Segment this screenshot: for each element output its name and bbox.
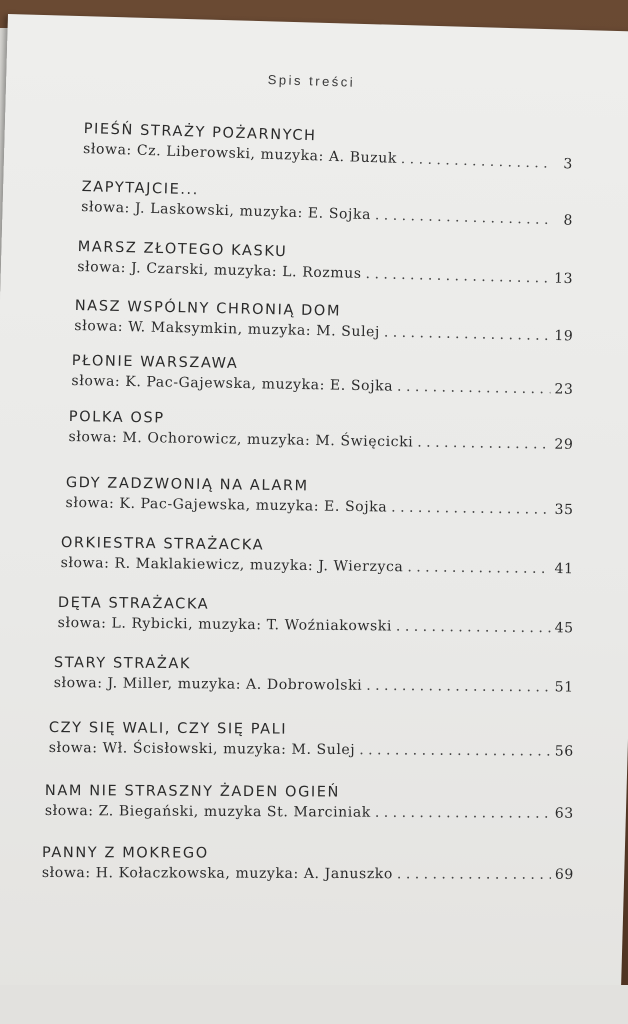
song-credits: słowa: Z. Biegański, muzyka St. Marciniak — [44, 802, 371, 821]
song-credits: słowa: W. Maksymkin, muzyka: M. Sulej — [74, 317, 381, 341]
song-credits: słowa: Wł. Ścisłowski, muzyka: M. Sulej — [48, 739, 356, 759]
dot-leader — [396, 617, 551, 639]
toc-entry — [77, 238, 574, 289]
song-credits: słowa: Cz. Liberowski, muzyka: A. Buzuk — [82, 140, 398, 167]
toc-entry — [65, 474, 573, 520]
song-credits: słowa: J. Czarski, muzyka: L. Rozmus — [77, 258, 362, 282]
song-credits-line — [54, 673, 574, 698]
dot-leader — [375, 803, 551, 824]
page-number: 13 — [553, 270, 574, 288]
dot-leader — [397, 377, 551, 400]
dot-leader — [401, 149, 554, 174]
dot-leader — [375, 205, 554, 230]
page-number: 69 — [554, 866, 574, 883]
page-number: 63 — [554, 805, 574, 822]
page-number: 29 — [554, 436, 574, 453]
dot-leader — [407, 557, 550, 579]
toc-entry — [83, 120, 574, 174]
song-credits: słowa: R. Maklakiewicz, muzyka: J. Wierzyca — [60, 554, 404, 576]
song-credits-line — [45, 801, 574, 824]
toc-entry — [71, 352, 574, 400]
page-number: 3 — [563, 156, 574, 173]
page-number: 23 — [554, 381, 574, 398]
dot-leader — [384, 322, 551, 345]
dot-leader — [366, 676, 551, 698]
song-credits: słowa: M. Ochorowicz, muzyka: M. Święcicki — [68, 428, 414, 451]
toc-entry — [45, 782, 574, 824]
toc-entry — [74, 297, 574, 346]
page-number: 56 — [554, 743, 574, 760]
page-number: 35 — [554, 501, 574, 519]
toc-entry — [54, 654, 574, 698]
song-credits: słowa: K. Pac-Gajewska, muzyka: E. Sojka — [65, 494, 388, 516]
toc-entry — [42, 844, 574, 885]
song-title: GDY ZADZWONIĄ NA ALARM — [65, 474, 309, 495]
song-title: DĘTA STRAŻACKA — [57, 594, 210, 613]
page-number: 45 — [554, 620, 574, 637]
song-title: PANNY Z MOKREGO — [41, 845, 209, 862]
song-title: NASZ WSPÓLNY CHRONIĄ DOM — [74, 297, 342, 320]
song-credits: słowa: K. Pac-Gajewska, muzyka: E. Sojka — [71, 372, 394, 395]
song-title: ZAPYTAJCIE... — [81, 178, 200, 199]
page-number: 19 — [554, 328, 574, 345]
toc-entry — [58, 594, 574, 638]
song-title: NAM NIE STRASZNY ŻADEN OGIEŃ — [44, 783, 341, 801]
song-credits-line — [42, 863, 574, 885]
song-title: POLKA OSP — [68, 408, 165, 427]
toc-entry — [49, 719, 574, 762]
song-title: MARSZ ZŁOTEGO KASKU — [77, 238, 288, 261]
dot-leader — [397, 864, 551, 885]
dot-leader — [359, 740, 551, 761]
song-title: PIEŚŃ STRAŻY POŻARNYCH — [83, 120, 317, 145]
dot-leader — [365, 264, 550, 289]
song-credits-line — [58, 613, 574, 638]
song-credits: słowa: L. Rybicki, muzyka: T. Woźniakowski — [57, 614, 393, 635]
page-number: 41 — [554, 561, 574, 578]
dot-leader — [417, 432, 550, 454]
song-credits: słowa: H. Kołaczkowska, muzyka: A. Januszko — [41, 864, 393, 883]
toc-entry — [61, 534, 574, 579]
song-credits: słowa: J. Laskowski, muzyka: E. Sojka — [80, 198, 372, 224]
toc-entry — [68, 408, 574, 455]
dot-leader — [391, 498, 551, 520]
song-title: PŁONIE WARSZAWA — [71, 352, 239, 372]
song-title: CZY SIĘ WALI, CZY SIĘ PALI — [48, 720, 288, 738]
song-credits-line — [49, 738, 574, 762]
page-number: 51 — [554, 679, 574, 696]
song-title: ORKIESTRA STRAŻACKA — [60, 534, 265, 554]
toc-entry — [81, 178, 574, 231]
song-credits: słowa: J. Miller, muzyka: A. Dobrowolski — [53, 674, 363, 694]
page-number: 8 — [563, 212, 574, 229]
song-title: STARY STRAŻAK — [53, 654, 192, 673]
page-title: Spis treści — [267, 72, 356, 90]
